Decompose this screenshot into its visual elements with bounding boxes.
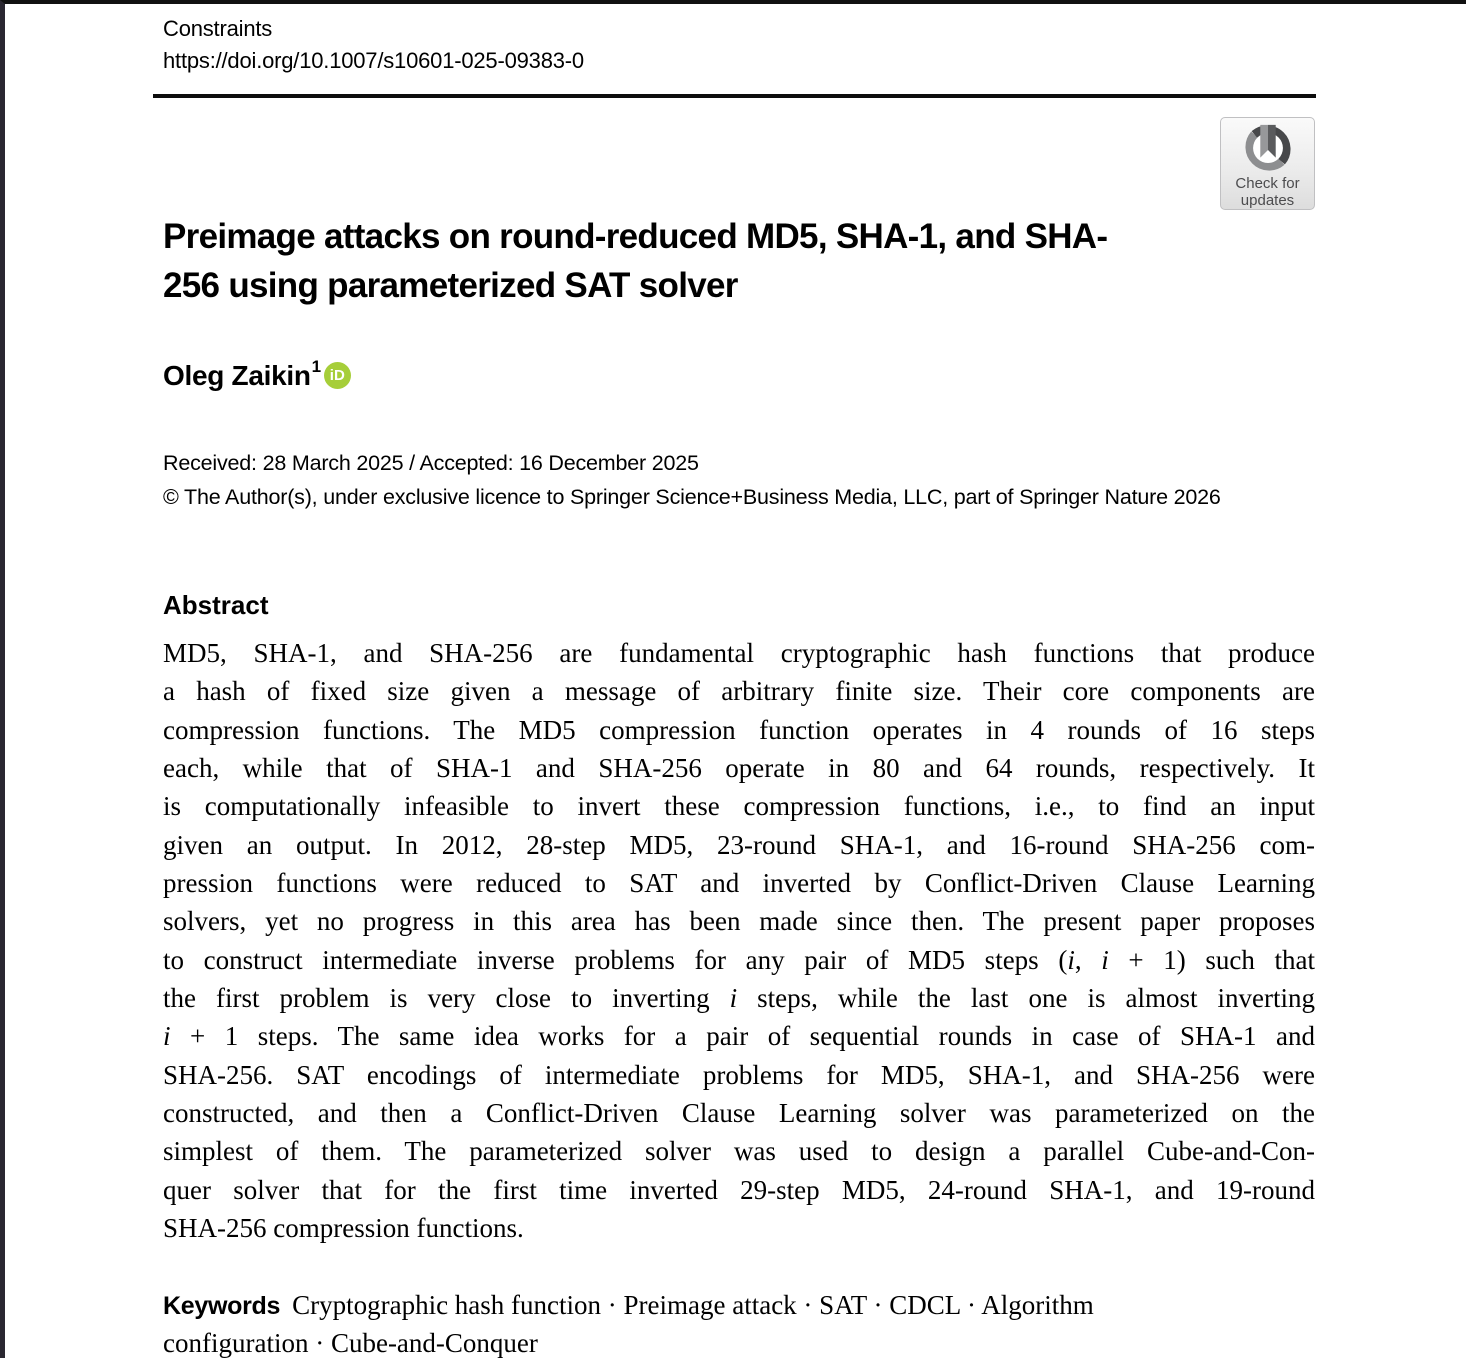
abstract-line (163, 711, 1315, 749)
text-segment: Cryptographic hash function · Preimage attack · SAT · CDCL · Algorithm (292, 1290, 1094, 1320)
text-segment: SHA-256 compression functions. (163, 1213, 524, 1244)
text-segment: the first problem is very close to inverting (163, 983, 730, 1014)
text-segment: is computationally infeasible to invert these compression functions, i.e., to find an input (163, 791, 1315, 822)
text-segment: compression functions. The MD5 compression function operates in 4 rounds of 16 steps (163, 714, 1315, 745)
abstract-line (163, 749, 1315, 787)
abstract-line (163, 1056, 1315, 1094)
article-content (163, 4, 1315, 1358)
text-segment: simplest of them. The parameterized solver was used to design a parallel Cube-and-Con- (163, 1136, 1315, 1167)
abstract-line (163, 1209, 1315, 1247)
abstract-text (163, 634, 1315, 1248)
keywords-line (163, 1286, 1315, 1324)
check-for-updates-icon (1237, 123, 1299, 175)
abstract-line (163, 634, 1315, 672)
keywords-label: Keywords (163, 1292, 281, 1320)
text-segment: constructed, and then a Conflict-Driven Clause Learning solver was parameterized on the (163, 1098, 1315, 1129)
article-title-line2: 256 using parameterized SAT solver (163, 266, 738, 305)
abstract-line (163, 902, 1315, 940)
text-segment: a hash of fixed size given a message of arbitrary finite size. Their core components are (163, 676, 1315, 707)
abstract-line (163, 672, 1315, 710)
math-italic-segment: i (163, 1021, 171, 1052)
text-segment: to construct intermediate inverse problems for any pair of MD5 steps ( (163, 944, 1068, 975)
badge-label-line1: Check for (1235, 175, 1300, 192)
text-segment: configuration · Cube-and-Conquer (163, 1328, 538, 1358)
text-segment: solvers, yet no progress in this area has been made since then. The present paper proposes (163, 906, 1315, 937)
check-for-updates-badge[interactable] (1220, 117, 1315, 210)
orcid-icon[interactable]: iD (324, 362, 351, 389)
author-line (163, 357, 351, 392)
header-rule (153, 94, 1316, 98)
keywords-block (163, 1286, 1315, 1358)
keywords-line (163, 1324, 1315, 1358)
badge-label-line2: updates (1240, 192, 1295, 209)
author-affiliation-mark: 1 (311, 357, 321, 376)
abstract-line (163, 979, 1315, 1017)
math-italic-segment: i (1067, 944, 1075, 975)
abstract-line (163, 941, 1315, 979)
abstract-line (163, 864, 1315, 902)
article-title (163, 212, 1107, 310)
abstract-heading: Abstract (163, 590, 269, 620)
text-segment: quer solver that for the first time inverted 29-step MD5, 24-round SHA-1, and 19-round (163, 1174, 1315, 1205)
abstract-line (163, 1171, 1315, 1209)
text-segment: + 1 steps. The same idea works for a pair of sequential rounds in case of SHA-1 and (170, 1021, 1315, 1052)
abstract-line (163, 1017, 1315, 1055)
text-segment: pression functions were reduced to SAT and inverted by Conflict-Driven Clause Learning (163, 868, 1315, 899)
abstract-line (163, 1094, 1315, 1132)
math-italic-segment: i (729, 983, 738, 1014)
text-segment: steps, while the last one is almost inverting (737, 983, 1315, 1014)
article-title-line1: Preimage attacks on round-reduced MD5, SHA-1, and SHA- (163, 217, 1108, 256)
abstract-line (163, 826, 1315, 864)
abstract-line (163, 1132, 1315, 1170)
doi-link[interactable]: https://doi.org/10.1007/s10601-025-09383-0 (163, 48, 584, 73)
text-segment: SHA-256. SAT encodings of intermediate problems for MD5, SHA-1, and SHA-256 were (163, 1059, 1315, 1090)
text-segment: each, while that of SHA-1 and SHA-256 operate in 80 and 64 rounds, respectively. It (163, 753, 1315, 784)
received-accepted-line: Received: 28 March 2025 / Accepted: 16 December 2025 (163, 451, 699, 475)
text-segment: , (1074, 944, 1102, 975)
abstract-line (163, 787, 1315, 825)
text-segment: given an output. In 2012, 28-step MD5, 23-round SHA-1, and 16-round SHA-256 com- (163, 829, 1315, 860)
math-italic-segment: i (1101, 944, 1109, 975)
copyright-line: © The Author(s), under exclusive licence to Springer Science+Business Media, LLC, part of Springer Nature 2026 (163, 485, 1221, 509)
text-segment: + 1) such that (1108, 944, 1315, 975)
text-segment: MD5, SHA-1, and SHA-256 are fundamental cryptographic hash functions that produce (163, 638, 1315, 668)
author-name: Oleg Zaikin (163, 360, 311, 391)
journal-name: Constraints (163, 16, 273, 41)
